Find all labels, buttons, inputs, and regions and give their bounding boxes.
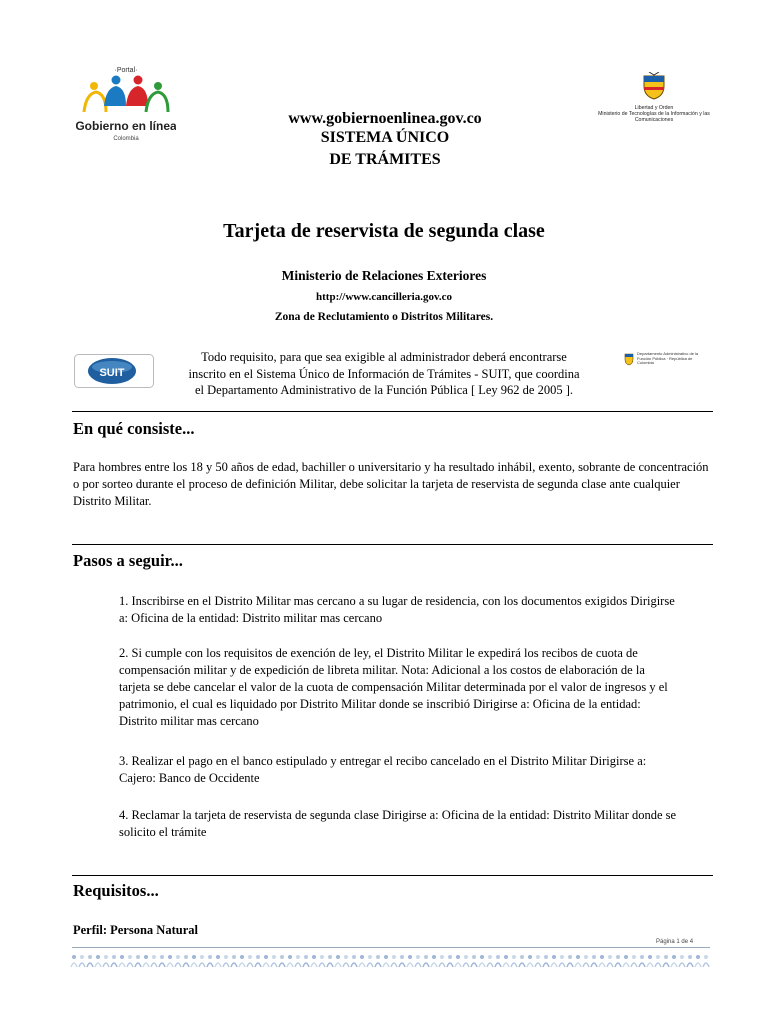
notice-line-2: inscrito en el Sistema Único de Información de Trámites - SUIT, que coordina: [188, 366, 580, 381]
logo-ministry-text: Ministerio de Tecnologías de la Información y las Comunicaciones: [598, 111, 710, 123]
coat-of-arms-icon: [641, 72, 667, 100]
notice-line-3: el Departamento Administrativo de la Función Pública [ Ley 962 de 2005 ].: [194, 383, 574, 397]
dafp-shield-icon: [624, 352, 634, 366]
step-item-1: 1. Inscribirse en el Distrito Militar mas cercano a su lugar de residencia, con los documentos exigidos Dirigirse a: Oficina de la entidad: Distrito militar mas cercano: [119, 594, 675, 625]
gobierno-en-linea-logo: [76, 64, 176, 154]
section-divider: [72, 875, 713, 876]
suit-logo-text: SUIT: [99, 367, 125, 379]
section-divider: [72, 411, 713, 412]
section-text-consiste: Para hombres entre los 18 y 50 años de edad, bachiller o universitario y ha resultado inhábil, exento, sobrante de concentración o por sorteo durante el proceso de definición Militar, debe solicitar la tarjeta de reservista de segunda clase ante cualquier Distrito Militar.: [73, 460, 709, 508]
ministry-name: Ministerio de Relaciones Exteriores: [281, 268, 487, 283]
header-line2: SISTEMA ÚNICO: [320, 129, 450, 146]
people-figures-icon: [76, 64, 176, 154]
logo-name-text: Gobierno en línea: [76, 119, 176, 133]
logo-portal-text: ·Portal·: [114, 67, 138, 74]
suit-logo: [74, 354, 154, 388]
footer-decorative-band: [70, 950, 710, 972]
document-title: Tarjeta de reservista de segunda clase: [223, 220, 545, 242]
people-pattern-icon: [70, 950, 710, 972]
logo-country-text: Colombia: [113, 136, 139, 142]
footer-divider: [72, 947, 710, 948]
step-item-4: 4. Reclamar la tarjeta de reservista de segunda clase Dirigirse a: Oficina de la entidad: Distrito Militar donde se solicito el trámite: [119, 808, 677, 839]
section-title-consiste: En qué consiste...: [73, 419, 195, 438]
zone-text: Zona de Reclutamiento o Distritos Militares.: [274, 311, 494, 323]
suit-badge-icon: [74, 354, 154, 388]
section-title-pasos: Pasos a seguir...: [73, 551, 183, 570]
step-item-2: 2. Si cumple con los requisitos de exención de ley, el Distrito Militar le expedirá los recibos de cuota de compensación militar y de expedición de libreta militar. Nota: Adicional a los costos de elaboración de la tarjeta se debe cancelar el valor de la cuota de compensación Militar determinada por el valor de ingresos y el patrimonio, el cual es liquidado por Distrito Militar donde se inscribió Dirigirse a: Oficina de la entidad: Distrito militar mas cercano: [119, 646, 668, 728]
dafp-logo-text: Departamento Administrativo de la Función Pública · República de Colombia: [637, 351, 699, 365]
profile-label: Perfil: Persona Natural: [73, 923, 198, 937]
section-title-requisitos: Requisitos...: [73, 881, 159, 900]
dafp-logo: [624, 352, 700, 370]
suit-notice: [170, 349, 598, 399]
header-url: www.gobiernoenlinea.gov.co: [288, 110, 482, 127]
header-line3: DE TRÁMITES: [329, 151, 441, 168]
logo-motto: Libertad y Orden: [634, 105, 674, 111]
mintic-logo: [598, 72, 710, 132]
page-number: Página 1 de 4: [656, 939, 694, 945]
section-divider: [72, 544, 713, 545]
notice-line-1: Todo requisito, para que sea exigible al administrador deberá encontrarse: [201, 350, 567, 364]
step-item-3: 3. Realizar el pago en el banco estipulado y entregar el recibo cancelado en el Distrito Militar Dirigirse a: Cajero: Banco de Occidente: [119, 754, 647, 785]
ministry-link[interactable]: http://www.cancilleria.gov.co: [316, 291, 452, 303]
